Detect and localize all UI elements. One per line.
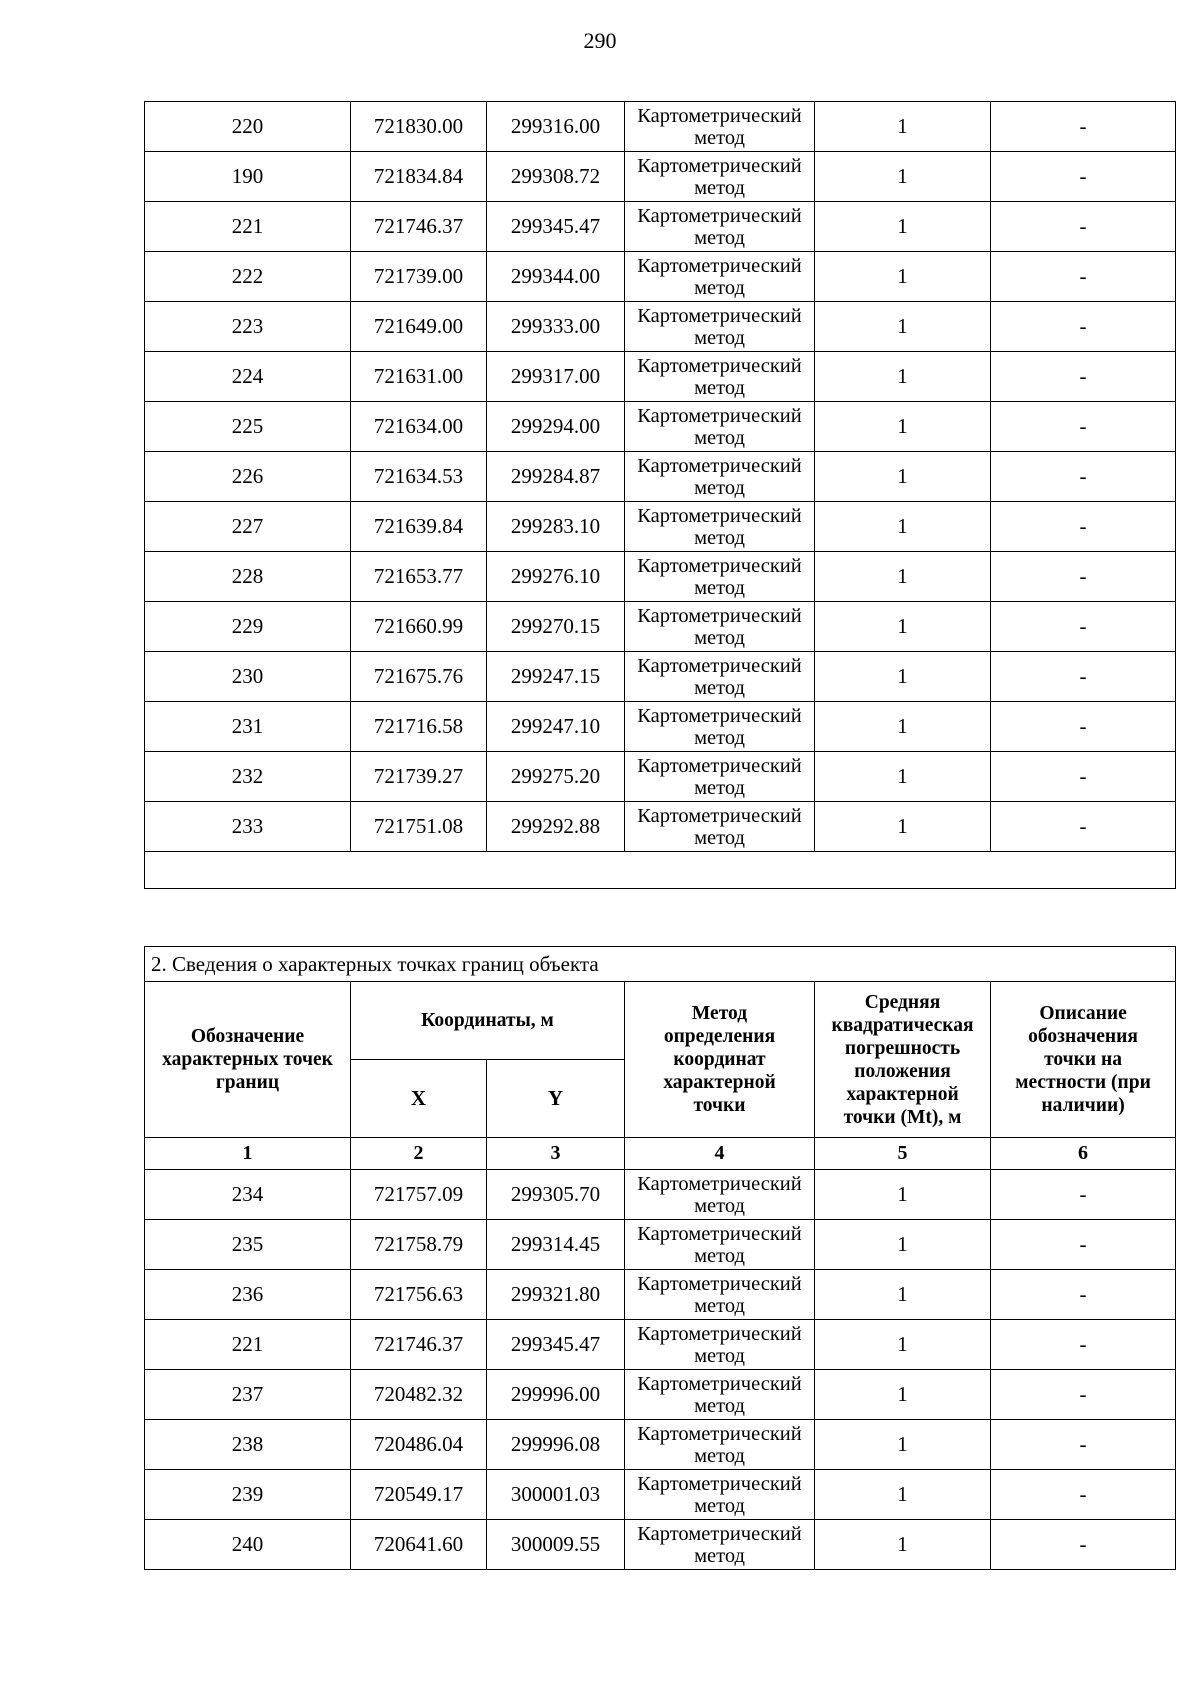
- mt-cell: 1: [815, 652, 991, 702]
- method-cell: [625, 1170, 815, 1220]
- mt-cell: 1: [815, 552, 991, 602]
- method-text: Картометрический: [637, 104, 802, 127]
- header-mean-square-error: Средняя квадратическая погрешность положения характерной точки (Mt), м: [815, 982, 991, 1138]
- method-cell: [625, 302, 815, 352]
- description-cell: -: [991, 702, 1176, 752]
- mt-cell: 1: [815, 452, 991, 502]
- header-description: Описание обозначения точки на местности (при наличии): [991, 982, 1176, 1138]
- y-coordinate-cell: 299270.15: [487, 602, 625, 652]
- method-cell: [625, 202, 815, 252]
- method-cell: [625, 802, 815, 852]
- y-coordinate-cell: 299284.87: [487, 452, 625, 502]
- method-text: Картометрический: [637, 704, 802, 727]
- x-coordinate-cell: 721739.27: [351, 752, 487, 802]
- point-cell: 221: [145, 202, 351, 252]
- table-row: [145, 402, 1176, 452]
- page-number: 290: [583, 28, 617, 53]
- table-row: [145, 602, 1176, 652]
- x-coordinate-cell: 720482.32: [351, 1370, 487, 1420]
- mt-cell: 1: [815, 602, 991, 652]
- description-cell: -: [991, 1370, 1176, 1420]
- column-number: 5: [815, 1138, 991, 1170]
- mt-cell: 1: [815, 252, 991, 302]
- x-coordinate-cell: 721756.63: [351, 1270, 487, 1320]
- method-cell: [625, 652, 815, 702]
- point-cell: 239: [145, 1470, 351, 1520]
- boundary-points-table-body: [145, 1170, 1176, 1570]
- x-coordinate-cell: 721649.00: [351, 302, 487, 352]
- mt-cell: 1: [815, 1270, 991, 1320]
- method-text: метод: [694, 326, 745, 349]
- table-row: [145, 152, 1176, 202]
- method-text: Картометрический: [637, 1472, 802, 1495]
- method-cell: [625, 1520, 815, 1570]
- coordinates-table-body: [145, 102, 1176, 889]
- method-text: Картометрический: [637, 654, 802, 677]
- y-coordinate-cell: 299292.88: [487, 802, 625, 852]
- x-coordinate-cell: 721758.79: [351, 1220, 487, 1270]
- method-text: метод: [694, 376, 745, 399]
- description-cell: -: [991, 352, 1176, 402]
- method-cell: [625, 402, 815, 452]
- description-cell: -: [991, 1220, 1176, 1270]
- point-cell: 226: [145, 452, 351, 502]
- header-method: Метод определения координат характерной точки: [625, 982, 815, 1138]
- description-cell: -: [991, 752, 1176, 802]
- method-cell: [625, 1370, 815, 1420]
- table-row: [145, 1320, 1176, 1370]
- description-cell: -: [991, 1270, 1176, 1320]
- mt-cell: 1: [815, 1420, 991, 1470]
- method-text: Картометрический: [637, 254, 802, 277]
- method-text: метод: [694, 526, 745, 549]
- method-text: метод: [694, 726, 745, 749]
- method-cell: [625, 352, 815, 402]
- y-coordinate-cell: 299345.47: [487, 1320, 625, 1370]
- empty-cell: [145, 852, 1176, 889]
- method-text: метод: [694, 426, 745, 449]
- column-number: 3: [487, 1138, 625, 1170]
- point-cell: 240: [145, 1520, 351, 1570]
- x-coordinate-cell: 721746.37: [351, 202, 487, 252]
- column-number: 6: [991, 1138, 1176, 1170]
- y-coordinate-cell: 299344.00: [487, 252, 625, 302]
- mt-cell: 1: [815, 1370, 991, 1420]
- point-cell: 220: [145, 102, 351, 152]
- method-text: метод: [694, 1344, 745, 1367]
- method-text: Картометрический: [637, 554, 802, 577]
- description-cell: -: [991, 552, 1176, 602]
- point-cell: 232: [145, 752, 351, 802]
- empty-row: [145, 852, 1176, 889]
- table-row: [145, 1520, 1176, 1570]
- point-cell: 233: [145, 802, 351, 852]
- y-coordinate-cell: 300009.55: [487, 1520, 625, 1570]
- method-text: Картометрический: [637, 1522, 802, 1545]
- description-cell: -: [991, 502, 1176, 552]
- x-coordinate-cell: 720486.04: [351, 1420, 487, 1470]
- method-text: Картометрический: [637, 504, 802, 527]
- point-cell: 223: [145, 302, 351, 352]
- method-cell: [625, 502, 815, 552]
- description-cell: -: [991, 402, 1176, 452]
- description-cell: -: [991, 602, 1176, 652]
- method-text: метод: [694, 1244, 745, 1267]
- point-cell: 229: [145, 602, 351, 652]
- mt-cell: 1: [815, 1170, 991, 1220]
- point-cell: 237: [145, 1370, 351, 1420]
- header-point-designation: Обозначение характерных точек границ: [145, 982, 351, 1138]
- mt-cell: 1: [815, 202, 991, 252]
- method-text: метод: [694, 276, 745, 299]
- method-cell: [625, 452, 815, 502]
- table-row: [145, 1470, 1176, 1520]
- description-cell: -: [991, 1520, 1176, 1570]
- x-coordinate-cell: 721631.00: [351, 352, 487, 402]
- point-cell: 231: [145, 702, 351, 752]
- table-row: [145, 1370, 1176, 1420]
- y-coordinate-cell: 299308.72: [487, 152, 625, 202]
- method-text: Картометрический: [637, 454, 802, 477]
- y-coordinate-cell: 299314.45: [487, 1220, 625, 1270]
- x-coordinate-cell: 721746.37: [351, 1320, 487, 1370]
- method-text: метод: [694, 476, 745, 499]
- point-cell: 230: [145, 652, 351, 702]
- table-row: [145, 202, 1176, 252]
- table-row: [145, 502, 1176, 552]
- method-cell: [625, 1270, 815, 1320]
- table-row: [145, 1220, 1176, 1270]
- method-text: Картометрический: [637, 304, 802, 327]
- mt-cell: 1: [815, 1520, 991, 1570]
- method-text: метод: [694, 576, 745, 599]
- y-coordinate-cell: 299275.20: [487, 752, 625, 802]
- x-coordinate-cell: 720549.17: [351, 1470, 487, 1520]
- x-coordinate-cell: 721739.00: [351, 252, 487, 302]
- x-coordinate-cell: 721660.99: [351, 602, 487, 652]
- point-cell: 190: [145, 152, 351, 202]
- method-text: Картометрический: [637, 354, 802, 377]
- x-coordinate-cell: 720641.60: [351, 1520, 487, 1570]
- method-text: метод: [694, 226, 745, 249]
- description-cell: -: [991, 202, 1176, 252]
- table-row: [145, 652, 1176, 702]
- mt-cell: 1: [815, 752, 991, 802]
- y-coordinate-cell: 299294.00: [487, 402, 625, 452]
- y-coordinate-cell: 299996.08: [487, 1420, 625, 1470]
- method-text: Картометрический: [637, 204, 802, 227]
- point-cell: 225: [145, 402, 351, 452]
- method-text: Картометрический: [637, 404, 802, 427]
- table-row: [145, 252, 1176, 302]
- point-cell: 228: [145, 552, 351, 602]
- method-text: Картометрический: [637, 1372, 802, 1395]
- table-caption: 2. Сведения о характерных точках границ объекта: [145, 947, 1176, 982]
- mt-cell: 1: [815, 102, 991, 152]
- y-coordinate-cell: 299305.70: [487, 1170, 625, 1220]
- description-cell: -: [991, 652, 1176, 702]
- mt-cell: 1: [815, 702, 991, 752]
- mt-cell: 1: [815, 352, 991, 402]
- x-coordinate-cell: 721751.08: [351, 802, 487, 852]
- method-text: метод: [694, 126, 745, 149]
- y-coordinate-cell: 299283.10: [487, 502, 625, 552]
- method-text: Картометрический: [637, 154, 802, 177]
- column-number: 1: [145, 1138, 351, 1170]
- table-row: [145, 102, 1176, 152]
- column-number: 2: [351, 1138, 487, 1170]
- x-coordinate-cell: 721639.84: [351, 502, 487, 552]
- description-cell: -: [991, 1470, 1176, 1520]
- column-number-row: [145, 1138, 1176, 1170]
- method-text: Картометрический: [637, 804, 802, 827]
- description-cell: -: [991, 452, 1176, 502]
- method-text: метод: [694, 1194, 745, 1217]
- point-cell: 238: [145, 1420, 351, 1470]
- mt-cell: 1: [815, 1320, 991, 1370]
- table-row: [145, 352, 1176, 402]
- method-cell: [625, 1320, 815, 1370]
- mt-cell: 1: [815, 502, 991, 552]
- method-text: метод: [694, 826, 745, 849]
- y-coordinate-cell: 299317.00: [487, 352, 625, 402]
- description-cell: -: [991, 802, 1176, 852]
- y-coordinate-cell: 299247.10: [487, 702, 625, 752]
- header-y: Y: [487, 1060, 625, 1138]
- method-cell: [625, 552, 815, 602]
- mt-cell: 1: [815, 302, 991, 352]
- description-cell: -: [991, 152, 1176, 202]
- point-cell: 236: [145, 1270, 351, 1320]
- point-cell: 227: [145, 502, 351, 552]
- point-cell: 224: [145, 352, 351, 402]
- table-row: [145, 1270, 1176, 1320]
- method-text: метод: [694, 676, 745, 699]
- table-row: [145, 802, 1176, 852]
- method-text: Картометрический: [637, 754, 802, 777]
- mt-cell: 1: [815, 1220, 991, 1270]
- table-row: [145, 702, 1176, 752]
- method-text: метод: [694, 1544, 745, 1567]
- point-cell: 235: [145, 1220, 351, 1270]
- column-number: 4: [625, 1138, 815, 1170]
- method-text: Картометрический: [637, 1222, 802, 1245]
- y-coordinate-cell: 299333.00: [487, 302, 625, 352]
- boundary-points-table: [144, 946, 1176, 1570]
- x-coordinate-cell: 721634.00: [351, 402, 487, 452]
- method-text: Картометрический: [637, 1272, 802, 1295]
- mt-cell: 1: [815, 1470, 991, 1520]
- description-cell: -: [991, 252, 1176, 302]
- point-cell: 234: [145, 1170, 351, 1220]
- method-cell: [625, 152, 815, 202]
- table-row: [145, 302, 1176, 352]
- mt-cell: 1: [815, 402, 991, 452]
- x-coordinate-cell: 721634.53: [351, 452, 487, 502]
- y-coordinate-cell: 299276.10: [487, 552, 625, 602]
- method-text: Картометрический: [637, 604, 802, 627]
- coordinates-table-continued: [144, 101, 1176, 889]
- method-text: метод: [694, 1444, 745, 1467]
- method-text: метод: [694, 626, 745, 649]
- y-coordinate-cell: 300001.03: [487, 1470, 625, 1520]
- y-coordinate-cell: 299316.00: [487, 102, 625, 152]
- description-cell: -: [991, 302, 1176, 352]
- description-cell: -: [991, 1320, 1176, 1370]
- table-row: [145, 1170, 1176, 1220]
- method-text: метод: [694, 1494, 745, 1517]
- method-cell: [625, 1420, 815, 1470]
- method-text: метод: [694, 776, 745, 799]
- table-row: [145, 452, 1176, 502]
- y-coordinate-cell: 299321.80: [487, 1270, 625, 1320]
- point-cell: 222: [145, 252, 351, 302]
- method-text: Картометрический: [637, 1322, 802, 1345]
- x-coordinate-cell: 721675.76: [351, 652, 487, 702]
- table-row: [145, 1420, 1176, 1470]
- y-coordinate-cell: 299996.00: [487, 1370, 625, 1420]
- y-coordinate-cell: 299345.47: [487, 202, 625, 252]
- x-coordinate-cell: 721653.77: [351, 552, 487, 602]
- header-coordinates: Координаты, м: [351, 982, 625, 1060]
- table-row: [145, 752, 1176, 802]
- header-x: X: [351, 1060, 487, 1138]
- description-cell: -: [991, 102, 1176, 152]
- method-cell: [625, 602, 815, 652]
- point-cell: 221: [145, 1320, 351, 1370]
- table-row: [145, 552, 1176, 602]
- y-coordinate-cell: 299247.15: [487, 652, 625, 702]
- method-text: Картометрический: [637, 1422, 802, 1445]
- method-text: метод: [694, 1394, 745, 1417]
- method-cell: [625, 752, 815, 802]
- description-cell: -: [991, 1420, 1176, 1470]
- method-text: метод: [694, 176, 745, 199]
- method-cell: [625, 252, 815, 302]
- description-cell: -: [991, 1170, 1176, 1220]
- method-text: Картометрический: [637, 1172, 802, 1195]
- method-cell: [625, 702, 815, 752]
- mt-cell: 1: [815, 802, 991, 852]
- method-cell: [625, 1220, 815, 1270]
- method-text: метод: [694, 1294, 745, 1317]
- x-coordinate-cell: 721834.84: [351, 152, 487, 202]
- x-coordinate-cell: 721830.00: [351, 102, 487, 152]
- method-cell: [625, 102, 815, 152]
- x-coordinate-cell: 721716.58: [351, 702, 487, 752]
- method-cell: [625, 1470, 815, 1520]
- mt-cell: 1: [815, 152, 991, 202]
- x-coordinate-cell: 721757.09: [351, 1170, 487, 1220]
